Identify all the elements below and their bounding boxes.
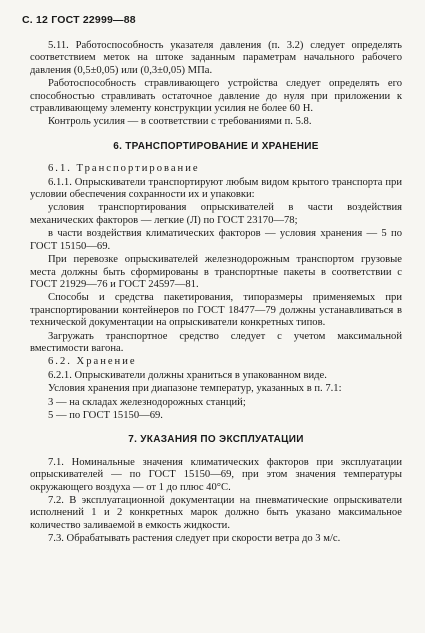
paragraph-climatic-factors: в части воздействия климатических факторов — условия хранения — 5 по ГОСТ 15150—69.: [30, 228, 402, 252]
paragraph-6-1-1: 6.1.1. Опрыскиватели транспортируют любым видом крытого транспорта при условии обеспечения сохранности их и упаковки:: [30, 176, 402, 201]
subsection-6-2-title: 6.2. Хранение: [48, 356, 137, 368]
paragraph-6-2-1: 6.2.1. Опрыскиватели должны храниться в упакованном виде.: [48, 369, 327, 381]
paragraph-release-device: Работоспособность стравливающего устройства следует определять его способностью стравливать остаточное давление до нуля при приложении к стравливающему элементу конструкции усилия не более 60 Н.: [30, 78, 402, 115]
paragraph-mechanical-factors: условия транспортирования опрыскивателей в части воздействия механических факторов — легкие (Л) по ГОСТ 23170—78;: [30, 202, 402, 226]
document-body: [30, 40, 402, 547]
paragraph-7-1: 7.1. Номинальные значения климатических факторов при эксплуатации опрыскивателей — по ГОСТ 15150—69, при этом значения температуры окружающего воздуха — от 1 до плюс 40°С.: [30, 456, 402, 493]
subsection-6-1-title: 6.1. Транспортирование: [48, 163, 200, 175]
paragraph-storage-conditions: Условия хранения при диапазоне температур, указанных в п. 7.1:: [48, 383, 342, 395]
list-item-storage-3: 3 — на складах железнодорожных станций;: [48, 396, 246, 408]
paragraph-7-3: 7.3. Обрабатывать растения следует при скорости ветра до 3 м/с.: [48, 533, 341, 545]
section-7-title: 7. УКАЗАНИЯ ПО ЭКСПЛУАТАЦИИ: [128, 434, 304, 446]
paragraph-loading: Загружать транспортное средство следует с учетом максимальной вместимости вагона.: [30, 330, 402, 354]
page-header: С. 12 ГОСТ 22999—88: [22, 14, 136, 26]
paragraph-5-11: 5.11. Работоспособность указателя давления (п. 3.2) следует определять соответствием меток на штоке заданным параметрам начального рабочего давления (0,5±0,05) или (0,3±0,05) МПа.: [30, 40, 402, 76]
paragraph-packaging: Способы и средства пакетирования, типоразмеры применяемых при транспортировании контейнеров по ГОСТ 18477—79 должны устанавливаться в технической документации на опрыскиватели конкретных типов.: [30, 292, 402, 329]
section-6-title: 6. ТРАНСПОРТИРОВАНИЕ И ХРАНЕНИЕ: [113, 140, 319, 152]
paragraph-rail-transport: При перевозке опрыскивателей железнодорожным транспортом грузовые места должны быть сформированы в транспортные пакеты в соответствии с ГОСТ 21929—76 и ГОСТ 24597—81.: [30, 254, 402, 290]
paragraph-7-2: 7.2. В эксплуатационной документации на пневматические опрыскиватели исполнений 1 и 2 конкретных марок должно быть указано максимальное количество заливаемой в емкость жидкости.: [30, 495, 402, 531]
paragraph-force-control: Контроль усилия — в соответствии с требованиями п. 5.8.: [48, 116, 312, 128]
list-item-storage-5: 5 — по ГОСТ 15150—69.: [48, 409, 163, 421]
